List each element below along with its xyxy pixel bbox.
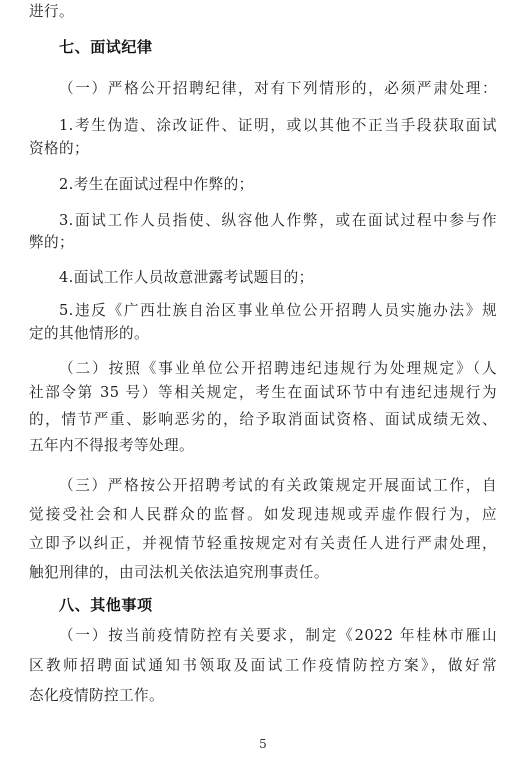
section-heading-discipline: 七、面试纪律 <box>59 38 153 56</box>
paragraph-line: （一）按当前疫情防控有关要求，制定《2022 年桂林市雁山 <box>59 627 497 644</box>
paragraph-line: 进行。 <box>29 3 74 20</box>
paragraph-line: 的，情节严重、影响恶劣的，给予取消面试资格、面试成绩无效、 <box>29 411 497 428</box>
list-item-line: 弊的； <box>29 234 74 251</box>
paragraph-line: （二）按照《事业单位公开招聘违纪违规行为处理规定》（人 <box>59 360 497 377</box>
paragraph-line: 社部令第 35 号）等相关规定，考生在面试环节中有违纪违规行为 <box>29 384 497 401</box>
paragraph-line: 觉接受社会和人民群众的监督。如发现违规或弄虚作假行为，应 <box>29 506 497 523</box>
list-item-line: 资格的； <box>29 140 89 157</box>
paragraph-line: 五年内不得报考等处理。 <box>29 437 194 454</box>
list-item-line: 定的其他情形的。 <box>29 325 149 342</box>
paragraph-line: 触犯刑律的，由司法机关依法追究刑事责任。 <box>29 564 329 581</box>
list-item-line: 4.面试工作人员故意泄露考试题目的； <box>59 269 314 286</box>
list-item-line: 5.违反《广西壮族自治区事业单位公开招聘人员实施办法》规 <box>59 302 497 319</box>
list-item-line: 1.考生伪造、涂改证件、证明，或以其他不正当手段获取面试 <box>59 117 497 134</box>
list-item-line: 3.面试工作人员指使、纵容他人作弊，或在面试过程中参与作 <box>59 212 497 229</box>
list-item-line: 2.考生在面试过程中作弊的； <box>59 176 254 193</box>
section-heading-other-matters: 八、其他事项 <box>59 596 153 614</box>
paragraph-line: （三）严格按公开招聘考试的有关政策规定开展面试工作，自 <box>59 477 497 494</box>
page-number: 5 <box>259 737 267 751</box>
paragraph-line: 态化疫情防控工作。 <box>29 687 164 704</box>
paragraph-line: 区教师招聘面试通知书领取及面试工作疫情防控方案》，做好常 <box>29 657 497 674</box>
paragraph-line: （一）严格公开招聘纪律，对有下列情形的，必须严肃处理： <box>59 80 497 97</box>
paragraph-line: 立即予以纠正，并视情节轻重按规定对有关责任人进行严肃处理， <box>29 535 497 552</box>
